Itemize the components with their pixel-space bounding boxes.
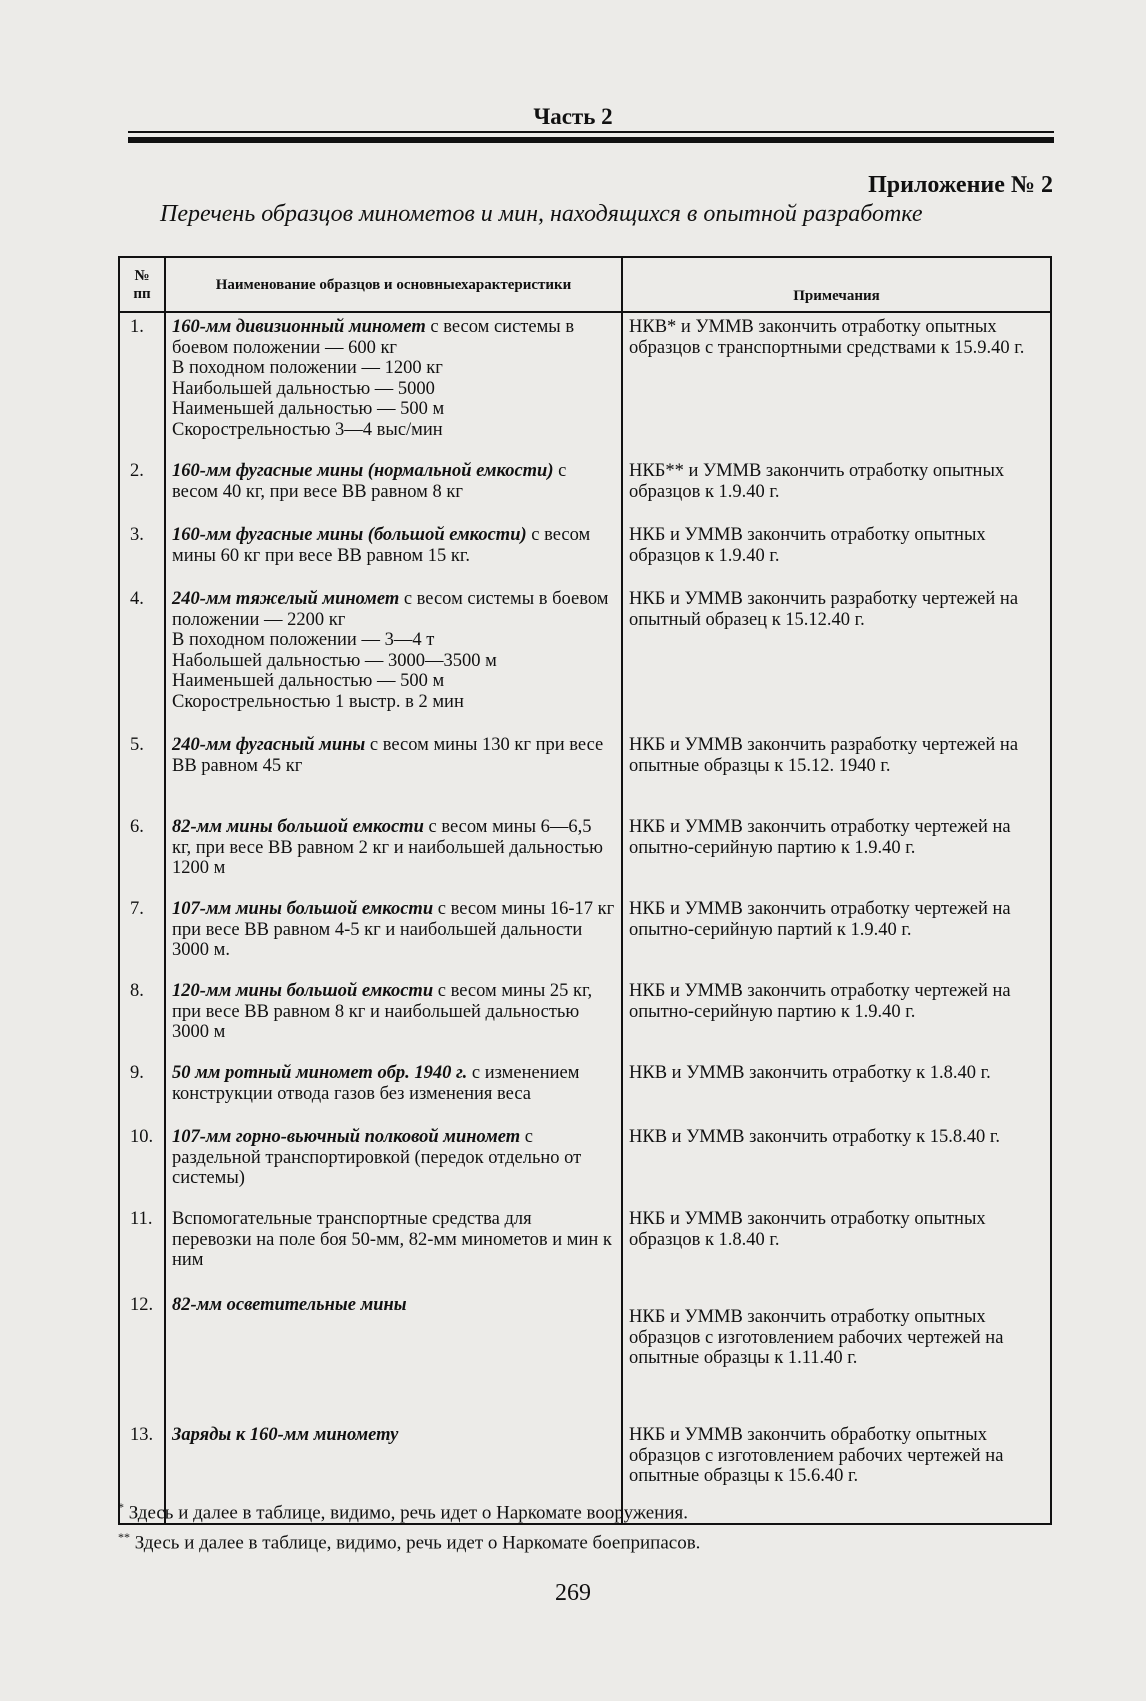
item-note: НКБ и УММВ закончить обработку опытных образцов с изготовлением рабочих чертежей на опытные образцы к 15.6.40 г. <box>622 1421 1051 1524</box>
item-description <box>165 585 622 731</box>
item-detail: Наименьшей дальностью — 500 м <box>172 671 445 691</box>
item-note: НКВ и УММВ закончить отработку к 15.8.40 г. <box>622 1123 1051 1205</box>
mortar-table <box>118 256 1052 1525</box>
item-description <box>165 731 622 813</box>
item-note: НКВ и УММВ закончить отработку к 1.8.40 г. <box>622 1059 1051 1123</box>
row-number: 13. <box>130 1425 154 1445</box>
table-row <box>119 813 1051 895</box>
item-detail: В походном положении — 1200 кг <box>172 358 443 378</box>
table-row <box>119 1123 1051 1205</box>
item-description <box>165 1059 622 1123</box>
footnote <box>118 1495 1048 1525</box>
item-name: 160-мм фугасные мины (нормальной емкости) <box>172 461 554 481</box>
row-number: 4. <box>130 589 144 609</box>
row-number: 3. <box>130 525 144 545</box>
item-spec: с весом мины 130 кг при весе ВВ равном 45 кг <box>172 735 604 776</box>
item-description <box>165 895 622 977</box>
footnote-text: Здесь и далее в таблице, видимо, речь идет о Наркомате боеприпасов. <box>130 1532 701 1554</box>
item-spec: с весом мины 25 кг, при весе ВВ равном 8 кг и наибольшей дальностью 3000 м <box>172 981 593 1042</box>
row-number: 8. <box>130 981 144 1001</box>
item-name: 82-мм осветительные мины <box>172 1295 407 1315</box>
item-detail: Наибольшей дальностью — 5000 <box>172 378 435 399</box>
appendix-label: Приложение № 2 <box>868 172 1053 198</box>
item-note: НКБ и УММВ закончить отработку чертежей на опытно-серийную партию к 1.9.40 г. <box>622 977 1051 1059</box>
footnote-text: Здесь и далее в таблице, видимо, речь идет о Наркомате вооружения. <box>124 1502 688 1524</box>
table-row <box>119 977 1051 1059</box>
item-spec: с весом мины 6—6,5 кг, при весе ВВ равном 2 кг и наибольшей дальностью 1200 м <box>172 817 603 878</box>
header-notes: Примечания <box>622 257 1051 312</box>
item-description <box>165 813 622 895</box>
document-title: Перечень образцов минометов и мин, находящихся в опытной разработке <box>160 201 923 227</box>
header-rule-thick <box>128 137 1054 143</box>
item-spec: с изменением конструкции отвода газов без изменения веса <box>172 1063 580 1104</box>
item-note: НКБ и УММВ закончить отработку опытных образцов к 1.8.40 г. <box>622 1205 1051 1291</box>
item-name: 160-мм фугасные мины (большой емкости) <box>172 525 527 545</box>
item-spec: с раздельной транспортировкой (передок отдельно от системы) <box>172 1127 582 1188</box>
table-row <box>119 312 1051 457</box>
row-number: 5. <box>130 735 144 755</box>
item-description <box>165 1123 622 1205</box>
table-row <box>119 521 1051 585</box>
table-row <box>119 895 1051 977</box>
item-spec: Вспомогательные транспортные средства для перевозки на поле боя 50-мм, 82-мм минометов и мин к ним <box>172 1209 612 1270</box>
item-name: 50 мм ротный миномет обр. 1940 г. <box>172 1063 468 1083</box>
table-row <box>119 1205 1051 1291</box>
row-number: 6. <box>130 817 144 837</box>
item-note: НКБ и УММВ закончить отработку опытных образцов к 1.9.40 г. <box>622 521 1051 585</box>
item-description <box>165 1205 622 1291</box>
item-note: НКБ и УММВ закончить разработку чертежей на опытные образцы к 15.12. 1940 г. <box>622 731 1051 813</box>
item-description <box>165 1291 622 1421</box>
item-name: 107-мм горно-вьючный полковой миномет <box>172 1127 521 1147</box>
item-description <box>165 312 622 457</box>
item-spec: с весом мины 16-17 кг при весе ВВ равном 4-5 кг и наибольшей дальности 3000 м. <box>172 899 615 960</box>
table-header-row <box>119 257 1051 312</box>
item-note: НКВ* и УММВ закончить отработку опытных образцов с транспортными средствами к 15.9.40 г. <box>622 312 1051 457</box>
table-row <box>119 457 1051 521</box>
item-description <box>165 521 622 585</box>
item-detail: Скорострельностью 1 выстр. в 2 мин <box>172 691 464 712</box>
item-description <box>165 977 622 1059</box>
header-num: № пп <box>119 257 165 312</box>
item-name: 240-мм фугасный мины <box>172 735 366 755</box>
header-name: Наименование образцов и основныехарактеристики <box>165 257 622 312</box>
table-row <box>119 1059 1051 1123</box>
row-number: 7. <box>130 899 144 919</box>
item-name: 120-мм мины большой емкости <box>172 981 434 1001</box>
item-note: НКБ и УММВ закончить отработку опытных образцов с изготовлением рабочих чертежей на опытные образцы к 1.11.40 г. <box>622 1291 1051 1421</box>
item-name: 160-мм дивизионный миномет <box>172 317 426 337</box>
row-number: 11. <box>130 1209 153 1229</box>
item-name: Заряды к 160-мм миномету <box>172 1425 399 1445</box>
item-note: НКБ и УММВ закончить отработку чертежей на опытно-серийную партию к 1.9.40 г. <box>622 813 1051 895</box>
footnotes <box>118 1495 1048 1556</box>
item-detail: В походном положении — 3—4 т <box>172 630 435 650</box>
item-detail: Наименьшей дальностью — 500 м <box>172 399 445 419</box>
footnote <box>118 1525 1048 1555</box>
row-number: 9. <box>130 1063 144 1083</box>
header-rule-thin <box>128 131 1054 133</box>
part-heading: Часть 2 <box>533 104 613 129</box>
item-note: НКБ и УММВ закончить отработку чертежей на опытно-серийную партий к 1.9.40 г. <box>622 895 1051 977</box>
item-description <box>165 457 622 521</box>
item-name: 240-мм тяжелый миномет <box>172 589 400 609</box>
item-detail: Скорострельностью 3—4 выс/мин <box>172 419 443 440</box>
item-spec: с весом мины 60 кг при весе ВВ равном 15 кг. <box>172 525 591 566</box>
item-spec: с весом системы в боевом положении — 2200 кг <box>172 589 609 630</box>
table-row <box>119 585 1051 731</box>
item-detail: Набольшей дальностью — 3000—3500 м <box>172 650 497 671</box>
item-spec: с весом системы в боевом положении — 600 кг <box>172 317 575 358</box>
item-spec: с весом 40 кг, при весе ВВ равном 8 кг <box>172 461 567 502</box>
page-number: 269 <box>555 1580 591 1606</box>
table-row <box>119 731 1051 813</box>
item-name: 82-мм мины большой емкости <box>172 817 424 837</box>
item-note: НКБ** и УММВ закончить отработку опытных образцов к 1.9.40 г. <box>622 457 1051 521</box>
row-number: 1. <box>130 317 144 337</box>
row-number: 10. <box>130 1127 154 1147</box>
table-row <box>119 1291 1051 1421</box>
row-number: 12. <box>130 1295 154 1315</box>
item-name: 107-мм мины большой емкости <box>172 899 434 919</box>
row-number: 2. <box>130 461 144 481</box>
item-note: НКБ и УММВ закончить разработку чертежей на опытный образец к 15.12.40 г. <box>622 585 1051 731</box>
footnote-mark: ** <box>118 1530 130 1545</box>
footnote-mark: * <box>118 1500 124 1514</box>
